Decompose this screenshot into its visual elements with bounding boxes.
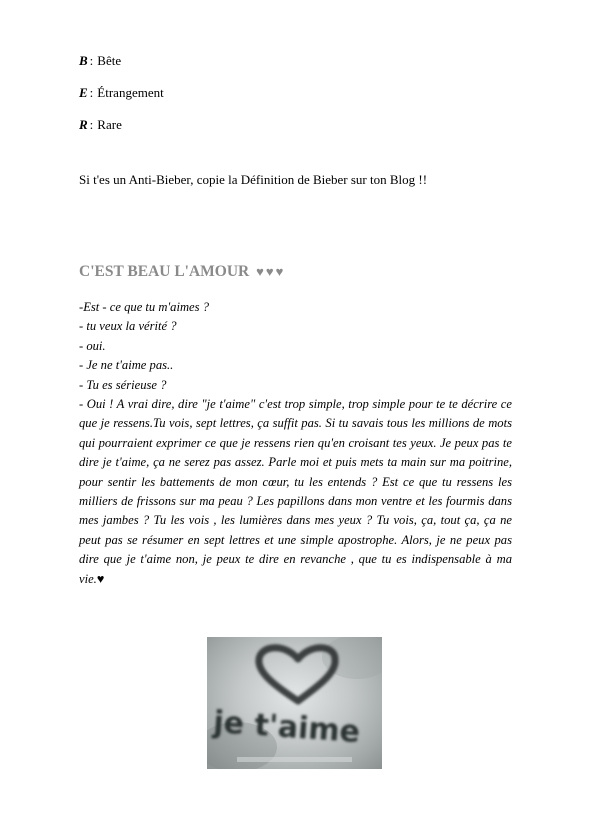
title-hearts: ♥♥♥ xyxy=(256,264,286,279)
dialogue-line: - Je ne t'aime pas.. xyxy=(79,358,174,373)
dialogue-line: - tu veux la vérité ? xyxy=(79,319,177,334)
definition-letter: E xyxy=(79,85,88,100)
dialogue-line: - oui. xyxy=(79,338,106,353)
anti-bieber-note: Si t'es un Anti-Bieber, copie la Définition de Bieber sur ton Blog !! xyxy=(79,172,428,187)
article-body xyxy=(79,298,512,589)
je-taime-image xyxy=(207,637,382,769)
article-title xyxy=(79,262,285,282)
definition-word: Bête xyxy=(97,53,122,68)
definition-item-e xyxy=(79,85,164,101)
definition-item-r xyxy=(79,117,122,133)
dialogue-line: - Tu es sérieuse ? xyxy=(79,377,167,392)
definition-letter: B xyxy=(79,53,88,68)
dialogue-line: -Est - ce que tu m'aimes ? xyxy=(79,300,209,314)
article-paragraph: - Oui ! A vrai dire, dire "je t'aime" c'est trop simple, trop simple pour te te décrire ce que je ressens.Tu vois, sept lettres, ça suffit pas. Si tu savais tous les millions de mots qui pourraient exprimer ce que je ressens rien qu'en croisant tes yeux. Je peux pas te dire je t'aime, ça ne serez pas assez. Parle moi et puis mets ta main sur ma poitrine, pour sentir les battements de mon cœur, tu les entends ? Est ce que tu ressens les milliers de frissons sur ma peau ? Les papillons dans mon ventre et les fourmis dans mes jambes ? Tu les vois , les lumières dans mes yeux ? Tu vois, ça, tout ça, ça ne peut pas se résumer en sept lettres et une simple apostrophe. Alors, je ne peux pas dire que je t'aime non, je peux te dire en revanche , que tu es indispensable à ma vie.♥ xyxy=(79,397,512,586)
definition-separator: : xyxy=(89,85,94,100)
definition-item-b xyxy=(79,53,121,69)
definition-separator: : xyxy=(89,53,94,68)
definition-separator: : xyxy=(89,117,94,132)
caption-text: je t'aime xyxy=(212,704,362,751)
definition-word: Étrangement xyxy=(97,85,164,100)
definition-letter: R xyxy=(79,117,88,132)
article-title-text: C'EST BEAU L'AMOUR xyxy=(79,263,250,280)
definition-word: Rare xyxy=(97,117,122,132)
